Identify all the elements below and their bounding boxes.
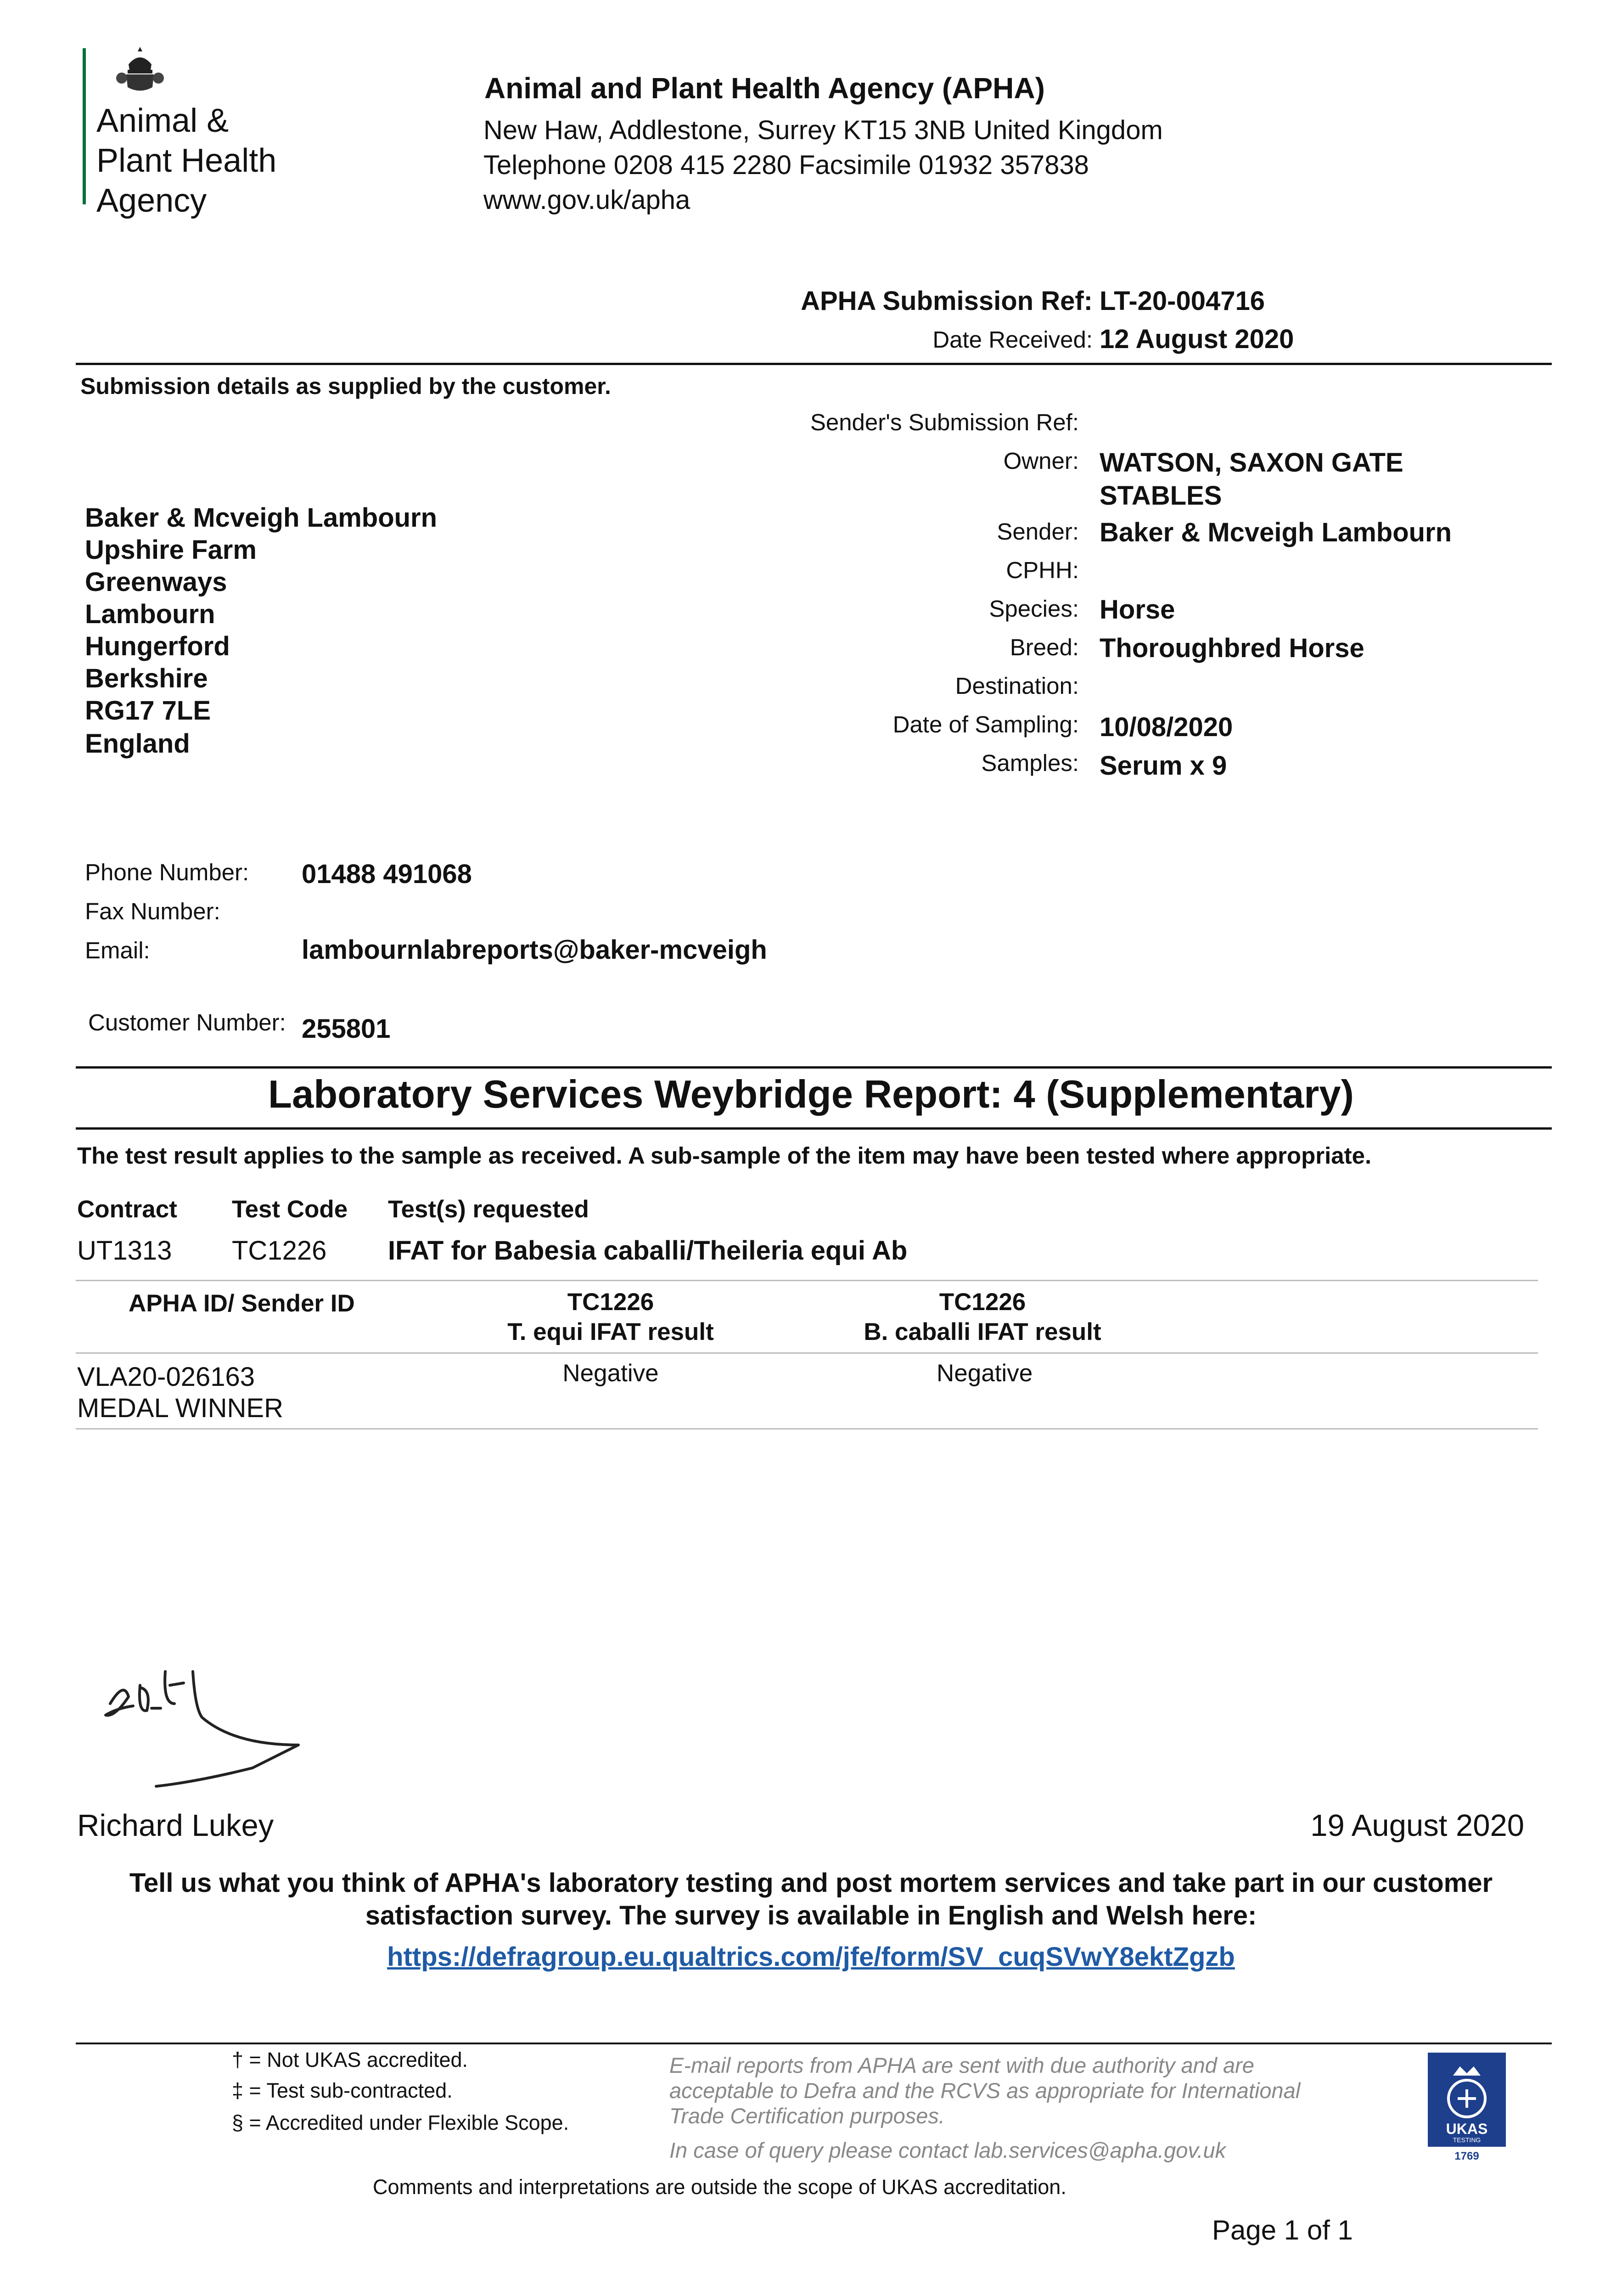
submission-ref-label: APHA Submission Ref: [801,286,1093,316]
query-note: In case of query please contact lab.services@apha.gov.uk [669,2138,1226,2162]
address-line: England [85,729,190,759]
legend-flexible-scope: § = Accredited under Flexible Scope. [232,2111,569,2134]
destination-label: Destination: [955,673,1079,699]
logo-line-2: Plant Health [96,142,277,179]
agency-address: New Haw, Addlestone, Surrey KT15 3NB United Kingdom [483,115,1163,145]
fax-label: Fax Number: [85,898,220,924]
report-date: 19 August 2020 [1310,1808,1524,1843]
ukas-badge [1428,2053,1506,2172]
email-value[interactable]: lambournlabreports@baker-mcveigh [302,935,767,965]
details-heading: Submission details as supplied by the customer. [80,373,611,399]
t-equi-result: Negative [562,1360,659,1387]
owner-value-line-1: WATSON, SAXON GATE [1100,448,1403,478]
cphh-label: CPHH: [1006,557,1079,583]
email-note-line-1: E-mail reports from APHA are sent with due authority and are [669,2053,1254,2077]
test-code-value: TC1226 [232,1236,327,1266]
tests-requested-header: Test(s) requested [388,1196,589,1223]
royal-crest-icon [115,46,165,96]
agency-name: Animal and Plant Health Agency (APHA) [484,72,1045,105]
report-title: Laboratory Services Weybridge Report: 4 (Supplementary) [268,1073,1354,1116]
species-label: Species: [989,596,1079,622]
breed-value: Thoroughbred Horse [1100,633,1364,663]
divider-title-bottom [76,1127,1552,1130]
results-col-t-equi-code: TC1226 [567,1289,654,1316]
ukas-badge-text: UKAS [1446,2121,1488,2137]
email-note-line-3: Trade Certification purposes. [669,2104,945,2128]
address-line: Berkshire [85,664,208,693]
contract-value: UT1313 [77,1236,172,1266]
phone-value: 01488 491068 [302,859,472,889]
test-code-header: Test Code [232,1196,348,1223]
sampling-date-value: 10/08/2020 [1100,712,1233,742]
results-col-t-equi-name: T. equi IFAT result [507,1318,714,1345]
owner-value-line-2: STABLES [1100,481,1222,511]
samples-value: Serum x 9 [1100,751,1227,781]
legend-subcontracted: ‡ = Test sub-contracted. [232,2079,453,2102]
signatory-name: Richard Lukey [77,1808,274,1843]
logo-wordmark [96,101,276,221]
address-line: Hungerford [85,631,230,661]
legend-not-ukas: † = Not UKAS accredited. [232,2048,468,2071]
date-received-value: 12 August 2020 [1100,324,1294,354]
ukas-scope-note: Comments and interpretations are outside the scope of UKAS accreditation. [373,2175,1066,2199]
b-caballi-result: Negative [937,1360,1033,1387]
address-line: Lambourn [85,599,215,629]
logo-green-bar [83,48,86,204]
customer-number-label: Customer Number: [88,1009,286,1035]
signature-image [96,1653,317,1800]
date-received-label: Date Received: [932,326,1093,353]
test-disclaimer: The test result applies to the sample as received. A sub-sample of the item may have been tested where appropriate. [77,1142,1372,1169]
logo-line-1: Animal & [96,102,229,139]
breed-label: Breed: [1010,634,1079,660]
sample-id: VLA20-026163 [77,1362,255,1392]
results-col-b-caballi-name: B. caballi IFAT result [864,1318,1101,1345]
email-label: Email: [85,937,150,963]
address-line: Upshire Farm [85,535,257,565]
sampling-date-label: Date of Sampling: [892,711,1079,737]
agency-phone: Telephone 0208 415 2280 Facsimile 01932 357838 [483,150,1089,180]
agency-website[interactable]: www.gov.uk/apha [483,185,690,215]
page-number: Page 1 of 1 [1212,2215,1353,2245]
phone-label: Phone Number: [85,859,249,885]
address-line: RG17 7LE [85,696,211,726]
divider-footer [76,2043,1552,2044]
ukas-number: 1769 [1454,2150,1479,2162]
survey-link[interactable]: https://defragroup.eu.qualtrics.com/jfe/form/SV_cuqSVwY8ektZgzb [387,1942,1235,1972]
ukas-badge-subtext: TESTING [1453,2136,1481,2144]
survey-text-line-2: satisfaction survey. The survey is available in English and Welsh here: [365,1901,1257,1930]
tests-requested-value: IFAT for Babesia caballi/Theileria equi Ab [388,1236,908,1266]
customer-number-value: 255801 [302,1014,391,1044]
owner-label: Owner: [1003,448,1079,474]
samples-label: Samples: [981,750,1079,776]
results-col-id: APHA ID/ Sender ID [129,1290,355,1317]
address-line: Baker & Mcveigh Lambourn [85,503,438,533]
submission-ref-value: LT-20-004716 [1100,286,1265,316]
results-divider-top [76,1280,1538,1281]
contract-header: Contract [77,1196,177,1223]
sender-id: MEDAL WINNER [77,1393,283,1423]
sender-ref-label: Sender's Submission Ref: [810,409,1079,435]
results-divider-bottom [76,1428,1538,1429]
divider-top [76,363,1552,365]
species-value: Horse [1100,595,1175,625]
ukas-crown-icon [1432,2057,1501,2126]
email-note-line-2: acceptable to Defra and the RCVS as appropriate for International [669,2078,1301,2103]
divider-title-top [76,1066,1552,1069]
logo-line-3: Agency [96,182,207,219]
sender-label: Sender: [997,518,1079,545]
sender-value: Baker & Mcveigh Lambourn [1100,518,1452,547]
results-col-b-caballi-code: TC1226 [939,1289,1026,1316]
survey-text-line-1: Tell us what you think of APHA's laboratory testing and post mortem services and take part in our customer [129,1868,1493,1898]
results-divider-header [76,1352,1538,1354]
address-line: Greenways [85,567,227,597]
